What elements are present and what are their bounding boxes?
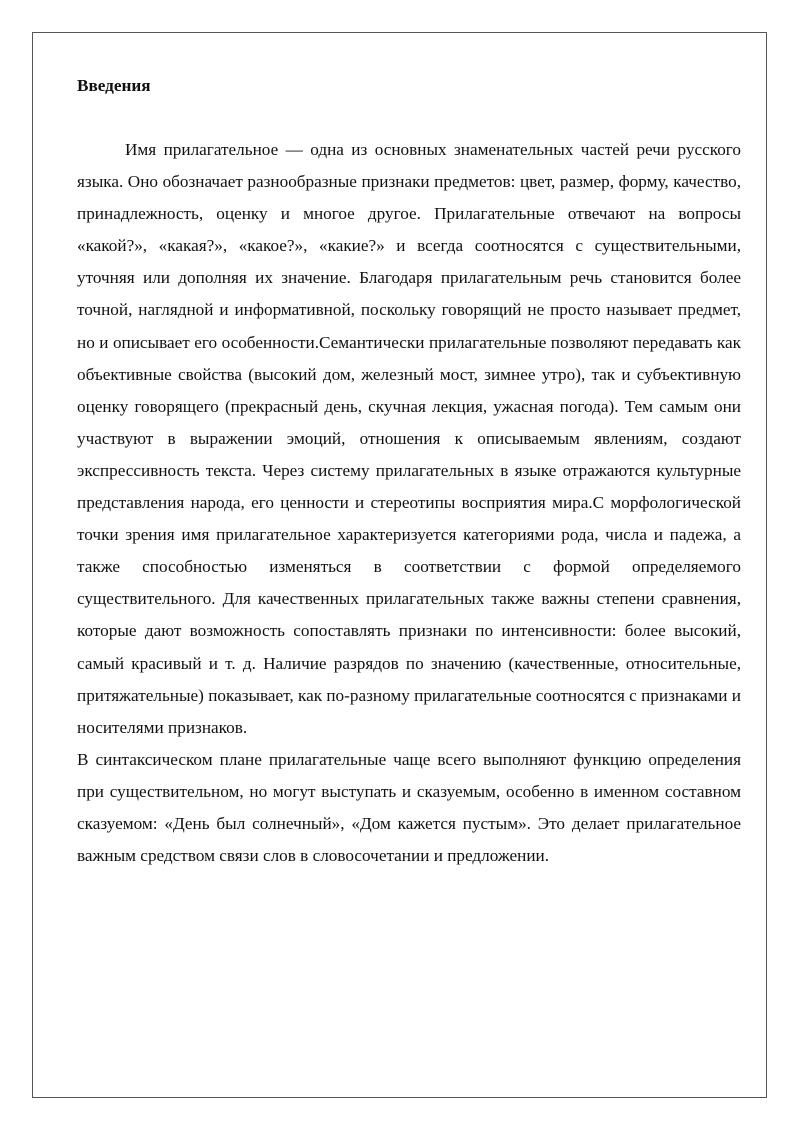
section-heading: Введения — [77, 76, 151, 95]
paragraph-2: В синтаксическом плане прилагательные чаще всего выполняют функцию определения при существительном, но могут выступать и сказуемым, особенно в именном составном сказуемом: «День был солнечный», «Дом кажется пустым». Это делает прилагательное важным средством связи слов в словосочетании и предложении. — [77, 749, 741, 866]
document-body — [77, 70, 741, 872]
paragraph-1: Имя прилагательное — одна из основных знаменательных частей речи русского языка. Оно обозначает разнообразные признаки предметов: цвет, размер, форму, качество, принадлежность, оценку и многое другое. Прилагательные отвечают на вопросы «какой?», «какая?», «какое?», «какие?» и всегда соотносятся с существительными, уточняя или дополняя их значение. Благодаря прилагательным речь становится более точной, наглядной и информативной, поскольку говорящий не просто называет предмет, но и описывает его особенности.Семантически прилагательные позволяют передавать как объективные свойства (высокий дом, железный мост, зимнее утро), так и субъективную оценку говорящего (прекрасный день, скучная лекция, ужасная погода). Тем самым они участвуют в выражении эмоций, отношения к описываемым явлениям, создают экспрессивность текста. Через систему прилагательных в языке отражаются культурные представления народа, его ценности и стереотипы восприятия мира.С морфологической точки зрения имя прилагательное характеризуется категориями рода, числа и падежа, а также способностью изменяться в соответствии с формой определяемого существительного. Для качественных прилагательных также важны степени сравнения, которые дают возможность сопоставлять признаки по интенсивности: более высокий, самый красивый и т. д. Наличие разрядов по значению (качественные, относительные, притяжательные) показывает, как по-разному прилагательные соотносятся с признаками и носителями признаков. — [77, 140, 741, 737]
heading-spacer — [77, 102, 741, 134]
